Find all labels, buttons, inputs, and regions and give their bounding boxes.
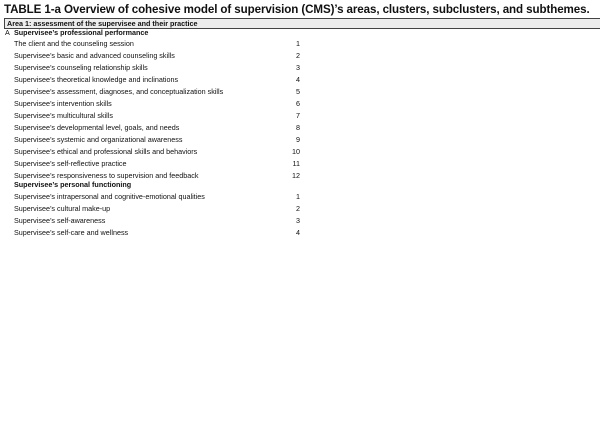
table-row	[14, 99, 304, 109]
subcluster-label: Supervisee’s developmental level, goals, and needs	[14, 123, 180, 132]
subcluster-number: 6	[296, 99, 300, 108]
table-row	[14, 123, 304, 133]
subcluster-label: Supervisee’s self-reflective practice	[14, 159, 127, 168]
subcluster-number: 9	[296, 135, 300, 144]
table-row	[14, 216, 304, 226]
cluster-heading: Supervisee’s professional performance	[14, 28, 149, 37]
table-row	[14, 147, 304, 157]
table-row	[14, 63, 304, 73]
table-row	[14, 51, 304, 61]
area-header: Area 1: assessment of the supervisee and their practice	[4, 18, 600, 29]
subcluster-number: 5	[296, 87, 300, 96]
subcluster-number: 8	[296, 123, 300, 132]
table-row	[14, 228, 304, 238]
subcluster-label: Supervisee’s systemic and organizational awareness	[14, 135, 183, 144]
subcluster-number: 7	[296, 111, 300, 120]
table-title: TABLE 1-a Overview of cohesive model of supervision (CMS)’s areas, clusters, subclusters, and subthemes.	[4, 3, 590, 16]
subcluster-label: The client and the counseling session	[14, 39, 134, 48]
subcluster-number: 4	[296, 228, 300, 237]
subcluster-label: Supervisee’s ethical and professional skills and behaviors	[14, 147, 198, 156]
subcluster-label: Supervisee’s basic and advanced counseling skills	[14, 51, 175, 60]
table-row	[14, 39, 304, 49]
subcluster-label: Supervisee’s self-awareness	[14, 216, 106, 225]
cluster-heading: Supervisee’s personal functioning	[14, 180, 132, 189]
cluster-letter: A	[5, 28, 10, 37]
subcluster-label: Supervisee’s self-care and wellness	[14, 228, 129, 237]
subcluster-number: 4	[296, 75, 300, 84]
subcluster-label: Supervisee’s intrapersonal and cognitive-emotional qualities	[14, 192, 205, 201]
subcluster-label: Supervisee’s theoretical knowledge and inclinations	[14, 75, 179, 84]
subcluster-number: 1	[296, 192, 300, 201]
subcluster-number: 2	[296, 51, 300, 60]
subcluster-label: Supervisee’s counseling relationship skills	[14, 63, 148, 72]
subcluster-number: 12	[292, 171, 300, 180]
table-row	[14, 87, 304, 97]
table-row	[14, 135, 304, 145]
subcluster-label: Supervisee’s responsiveness to supervision and feedback	[14, 171, 199, 180]
subcluster-number: 2	[296, 204, 300, 213]
table-row	[14, 75, 304, 85]
table-row	[14, 204, 304, 214]
subcluster-number: 3	[296, 63, 300, 72]
subcluster-number: 3	[296, 216, 300, 225]
subcluster-number: 10	[292, 147, 300, 156]
subcluster-number: 1	[296, 39, 300, 48]
table-row	[14, 159, 304, 169]
subcluster-label: Supervisee’s multicultural skills	[14, 111, 113, 120]
subcluster-label: Supervisee’s assessment, diagnoses, and conceptualization skills	[14, 87, 224, 96]
subcluster-label: Supervisee’s intervention skills	[14, 99, 112, 108]
subcluster-number: 11	[292, 159, 300, 168]
table-row	[14, 192, 304, 202]
subcluster-label: Supervisee’s cultural make-up	[14, 204, 111, 213]
table-row	[14, 111, 304, 121]
